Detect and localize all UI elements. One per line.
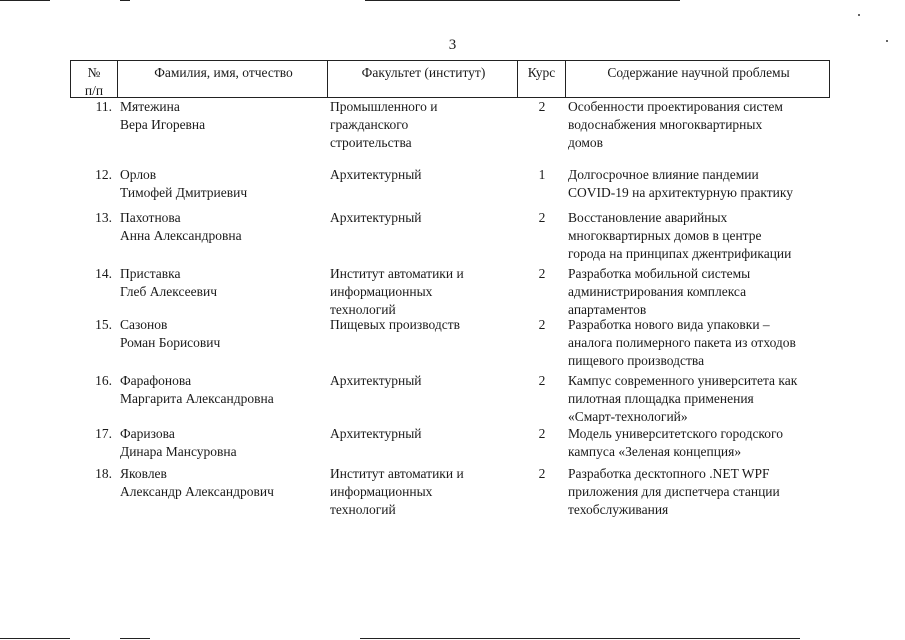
cell-name-line: Глеб Алексеевич xyxy=(120,284,217,299)
cell-name xyxy=(118,465,328,525)
header-topic: Содержание научной проблемы xyxy=(566,61,830,97)
cell-topic xyxy=(566,166,830,209)
cell-topic-line: Особенности проектирования систем xyxy=(568,99,783,114)
cell-course: 2 xyxy=(538,373,546,388)
cell-topic-line: водоснабжения многоквартирных xyxy=(568,117,763,132)
cell-faculty xyxy=(328,372,518,425)
cell-topic xyxy=(566,465,830,525)
cell-name-line: Роман Борисович xyxy=(120,335,221,350)
cell-faculty-line: технологий xyxy=(330,502,396,517)
cell-number: 17. xyxy=(95,426,112,441)
cell-faculty-line: Пищевых производств xyxy=(330,317,460,332)
cell-course: 2 xyxy=(538,266,546,281)
table-row xyxy=(70,265,830,316)
header-number-line1: № xyxy=(87,65,101,80)
cell-topic xyxy=(566,265,830,316)
cell-name xyxy=(118,98,328,166)
cell-name-line: Пахотнова xyxy=(120,210,181,225)
scan-edge-bottom-mid xyxy=(120,638,150,639)
cell-name-line: Тимофей Дмитриевич xyxy=(120,185,248,200)
cell-faculty-line: информационных xyxy=(330,284,433,299)
cell-course: 2 xyxy=(538,426,546,441)
cell-topic-line: Разработка десктопного .NET WPF xyxy=(568,466,770,481)
cell-faculty xyxy=(328,98,518,166)
cell-name xyxy=(118,316,328,372)
cell-topic-line: Восстановление аварийных xyxy=(568,210,728,225)
scan-speck xyxy=(858,14,860,16)
table-row xyxy=(70,166,830,209)
cell-topic xyxy=(566,425,830,465)
scan-edge-bottom-right xyxy=(360,638,800,639)
cell-topic-line: Модель университетского городского xyxy=(568,426,784,441)
cell-faculty-line: Институт автоматики и xyxy=(330,266,464,281)
scan-edge-bottom-left xyxy=(0,638,70,639)
cell-faculty-line: Архитектурный xyxy=(330,426,422,441)
scan-edge-top-left xyxy=(0,0,50,1)
table-header-row xyxy=(70,60,830,98)
header-number-line2: п/п xyxy=(84,83,104,98)
cell-name-line: Яковлев xyxy=(120,466,167,481)
cell-number: 16. xyxy=(95,373,112,388)
cell-topic-line: приложения для диспетчера станции xyxy=(568,484,780,499)
cell-topic-line: пищевого производства xyxy=(568,353,705,368)
cell-topic-line: домов xyxy=(568,135,604,150)
cell-topic xyxy=(566,372,830,425)
cell-name-line: Орлов xyxy=(120,167,157,182)
cell-faculty-line: Архитектурный xyxy=(330,210,422,225)
cell-number: 11. xyxy=(95,99,112,114)
cell-topic-line: «Смарт-технологий» xyxy=(568,409,688,424)
cell-name-line: Маргарита Александровна xyxy=(120,391,274,406)
cell-topic-line: администрирования комплекса xyxy=(568,284,747,299)
table-row xyxy=(70,98,830,166)
table-row xyxy=(70,209,830,265)
cell-faculty-line: гражданского xyxy=(330,117,409,132)
cell-name xyxy=(118,425,328,465)
cell-topic-line: Разработка нового вида упаковки – xyxy=(568,317,770,332)
table-row xyxy=(70,372,830,425)
scan-edge-top-mid xyxy=(120,0,130,1)
cell-course: 2 xyxy=(538,99,546,114)
cell-name-line: Сазонов xyxy=(120,317,168,332)
cell-name-line: Фаризова xyxy=(120,426,175,441)
cell-faculty-line: Институт автоматики и xyxy=(330,466,464,481)
cell-topic xyxy=(566,316,830,372)
cell-topic-line: Кампус современного университета как xyxy=(568,373,798,388)
cell-topic-line: Долгосрочное влияние пандемии xyxy=(568,167,759,182)
table-row xyxy=(70,425,830,465)
cell-name-line: Приставка xyxy=(120,266,181,281)
table-row xyxy=(70,465,830,525)
cell-number: 12. xyxy=(95,167,112,182)
cell-topic-line: аналога полимерного пакета из отходов xyxy=(568,335,796,350)
cell-topic-line: пилотная площадка применения xyxy=(568,391,754,406)
cell-name xyxy=(118,265,328,316)
cell-course: 1 xyxy=(538,167,546,182)
students-table xyxy=(70,60,830,525)
cell-course: 2 xyxy=(538,466,546,481)
cell-faculty-line: технологий xyxy=(330,302,396,317)
cell-topic-line: кампуса «Зеленая концепция» xyxy=(568,444,742,459)
header-number xyxy=(70,61,118,97)
header-faculty: Факультет (институт) xyxy=(328,61,518,97)
scan-edge-top-right xyxy=(365,0,680,1)
table-row xyxy=(70,316,830,372)
page-number: 3 xyxy=(448,37,457,53)
cell-name xyxy=(118,372,328,425)
cell-topic-line: города на принципах джентрификации xyxy=(568,246,792,261)
cell-name-line: Вера Игоревна xyxy=(120,117,206,132)
cell-topic-line: апартаментов xyxy=(568,302,647,317)
cell-name-line: Динара Мансуровна xyxy=(120,444,237,459)
cell-number: 13. xyxy=(95,210,112,225)
cell-course: 2 xyxy=(538,210,546,225)
cell-topic xyxy=(566,209,830,265)
header-name: Фамилия, имя, отчество xyxy=(118,61,328,97)
table-body xyxy=(70,98,830,525)
cell-faculty xyxy=(328,265,518,316)
cell-name-line: Мятежина xyxy=(120,99,180,114)
cell-course: 2 xyxy=(538,317,546,332)
cell-name-line: Александр Александрович xyxy=(120,484,274,499)
cell-topic-line: техобслуживания xyxy=(568,502,669,517)
cell-number: 14. xyxy=(95,266,112,281)
cell-faculty xyxy=(328,316,518,372)
cell-faculty xyxy=(328,465,518,525)
cell-topic-line: COVID-19 на архитектурную практику xyxy=(568,185,793,200)
cell-faculty-line: информационных xyxy=(330,484,433,499)
cell-name-line: Фарафонова xyxy=(120,373,192,388)
cell-faculty xyxy=(328,209,518,265)
cell-faculty-line: Архитектурный xyxy=(330,373,422,388)
cell-faculty xyxy=(328,425,518,465)
cell-topic xyxy=(566,98,830,166)
cell-faculty-line: строительства xyxy=(330,135,412,150)
header-course: Курс xyxy=(518,61,566,97)
cell-topic-line: Разработка мобильной системы xyxy=(568,266,751,281)
cell-name xyxy=(118,209,328,265)
cell-faculty-line: Промышленного и xyxy=(330,99,438,114)
cell-number: 15. xyxy=(95,317,112,332)
cell-number: 18. xyxy=(95,466,112,481)
cell-faculty xyxy=(328,166,518,209)
cell-name-line: Анна Александровна xyxy=(120,228,242,243)
cell-topic-line: многоквартирных домов в центре xyxy=(568,228,762,243)
cell-faculty-line: Архитектурный xyxy=(330,167,422,182)
cell-name xyxy=(118,166,328,209)
